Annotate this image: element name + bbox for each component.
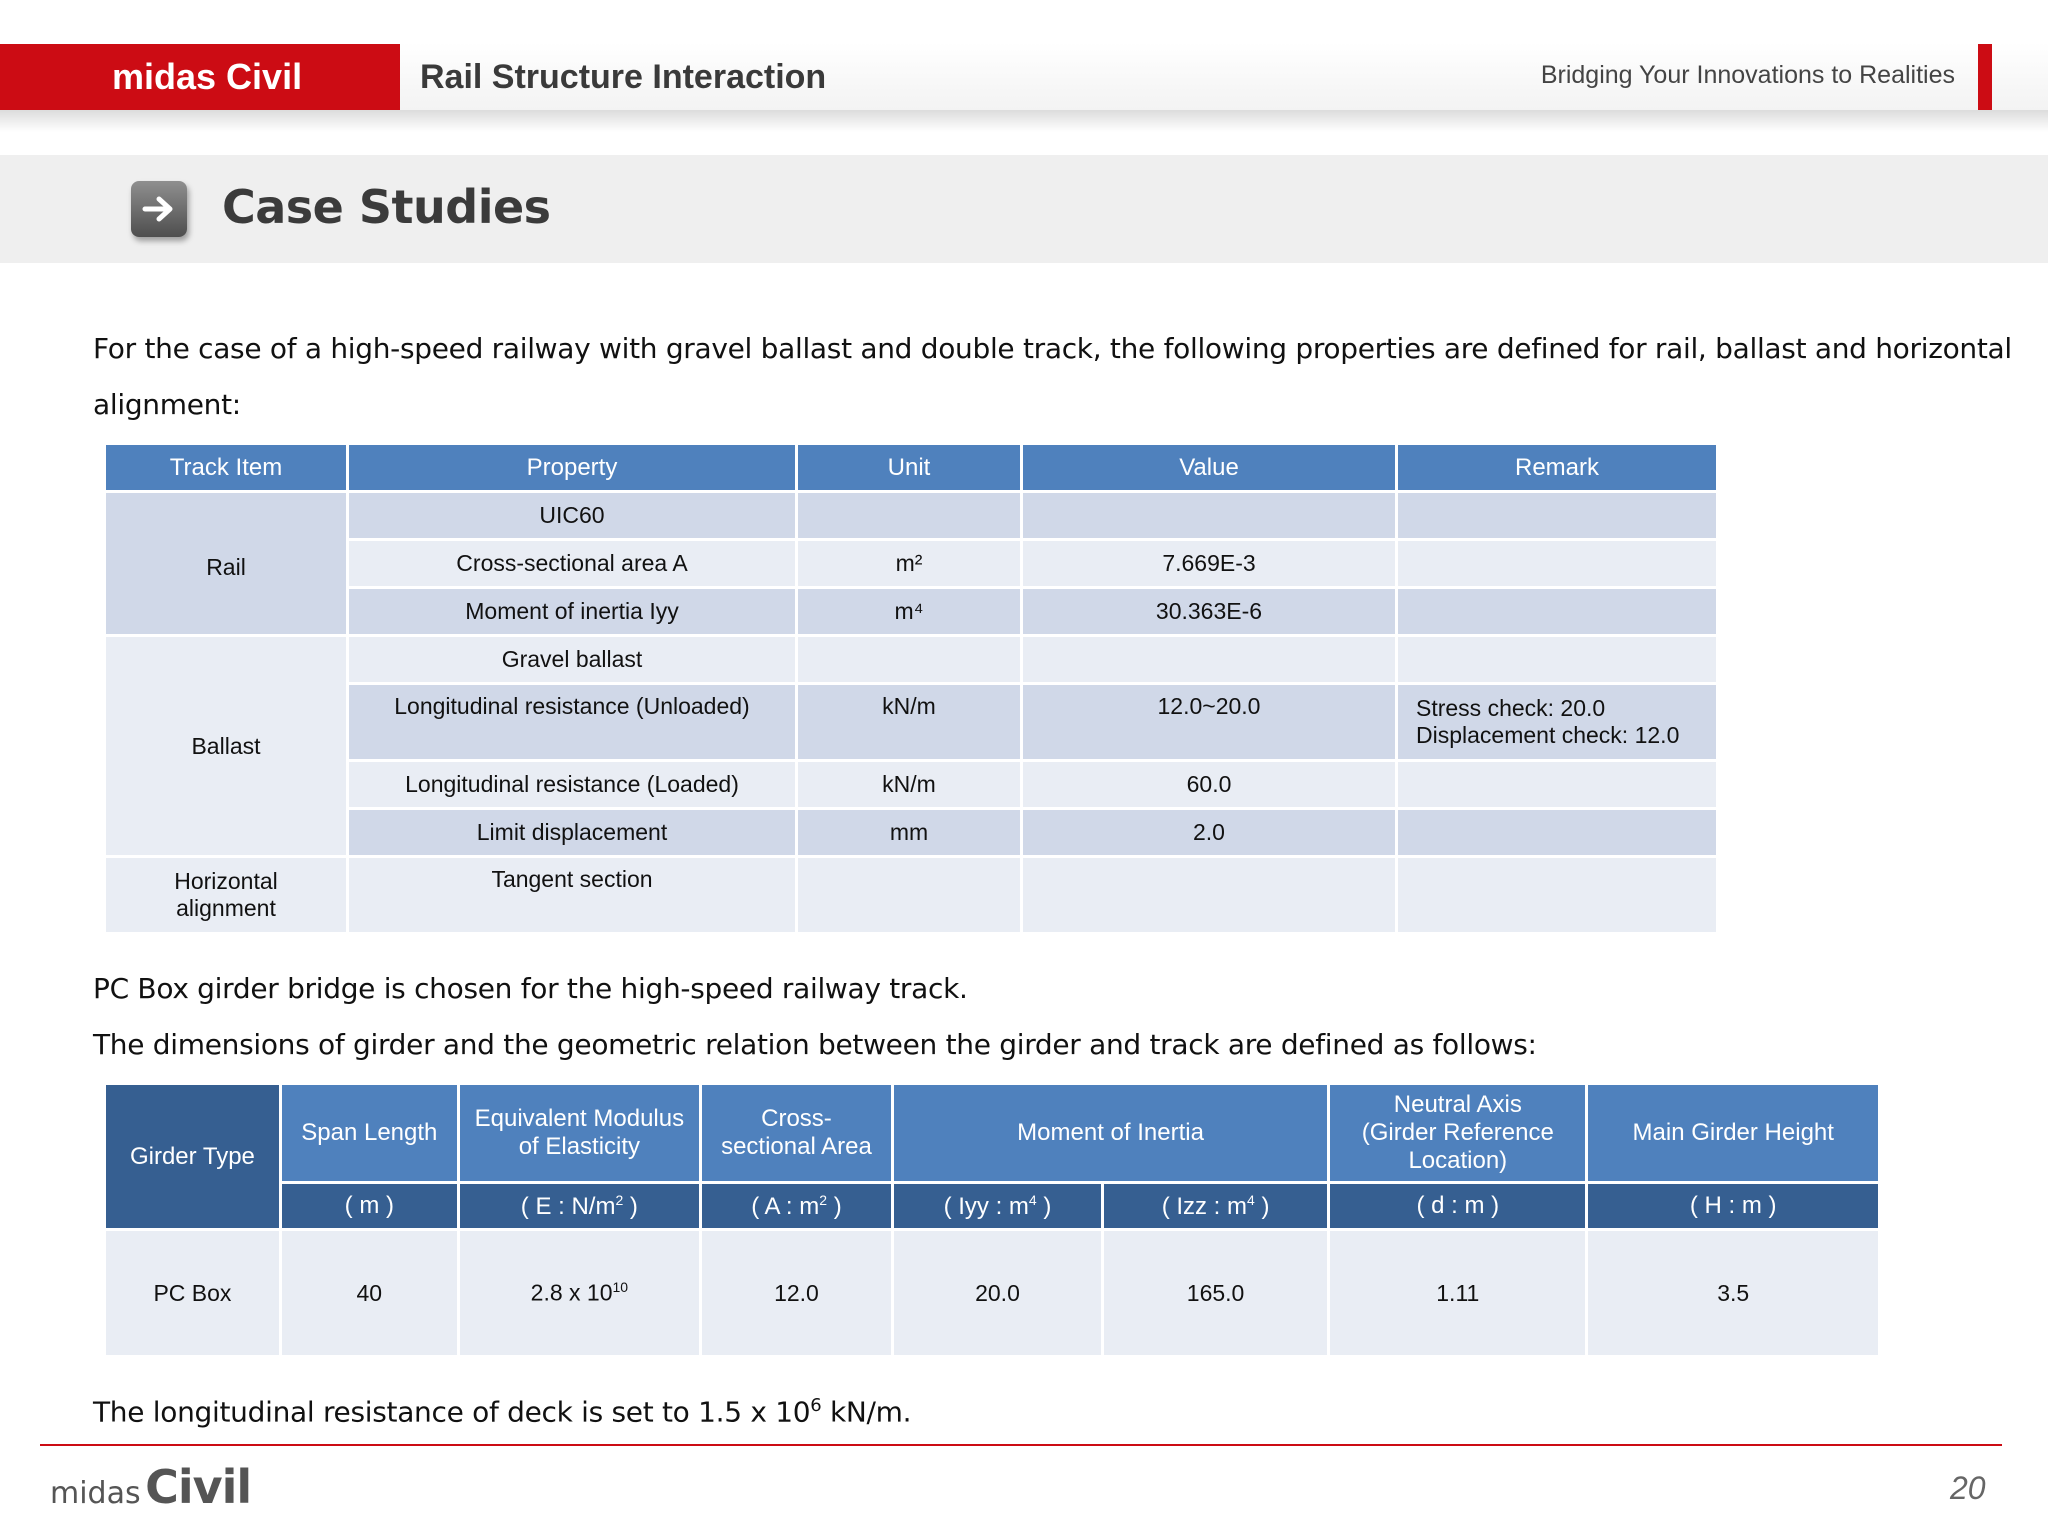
table-row <box>106 810 1716 855</box>
table-row <box>106 1231 1878 1355</box>
area-header <box>702 1085 891 1181</box>
girder-header-row <box>106 1085 1878 1181</box>
header-line: Location) <box>1408 1147 1508 1174</box>
remark-cell <box>1398 685 1716 759</box>
remark-cell <box>1398 493 1716 538</box>
unit-height: ( H : m ) <box>1588 1184 1878 1228</box>
unit-cell: kN/m <box>798 762 1020 807</box>
header-line: Cross- <box>761 1105 832 1132</box>
header-shadow <box>0 110 2048 132</box>
table-row <box>106 762 1716 807</box>
value-cell: 60.0 <box>1023 762 1395 807</box>
track-item-line: alignment <box>176 895 276 921</box>
section-title: Case Studies <box>222 180 551 234</box>
header-line: (Girder Reference <box>1361 1119 1554 1146</box>
tagline: Bridging Your Innovations to Realities <box>1540 61 1955 89</box>
column-header: Remark <box>1398 445 1716 490</box>
remark-cell <box>1398 762 1716 807</box>
neutral-cell: 1.11 <box>1330 1231 1585 1355</box>
unit-modulus: ( E : $N/m^2$ ) <box>460 1184 699 1228</box>
footer-text: The longitudinal resistance of deck is set to 1.5 x $10^6$ kN/m. <box>93 1395 912 1429</box>
track-properties-table <box>103 442 1719 935</box>
unit-izz: ( Izz : $m^4$ ) <box>1104 1184 1327 1228</box>
mid-line-2: The dimensions of girder and the geometric relation between the girder and track are defined as follows: <box>93 1028 1537 1061</box>
area-cell: 12.0 <box>702 1231 891 1355</box>
girder-type-header: Girder Type <box>106 1085 279 1228</box>
unit-area: ( A : $m^2$ ) <box>702 1184 891 1228</box>
span-cell: 40 <box>282 1231 457 1355</box>
girder-type-cell: PC Box <box>106 1231 279 1355</box>
table-row <box>106 637 1716 682</box>
remark-cell <box>1398 541 1716 586</box>
value-cell <box>1023 637 1395 682</box>
brand-logo: midas Civil <box>0 44 400 110</box>
unit-cell <box>798 858 1020 932</box>
property-cell: Moment of inertia Iyy <box>349 589 795 634</box>
unit-cell: m² <box>798 541 1020 586</box>
span-length-header: Span Length <box>282 1085 457 1181</box>
property-cell: Longitudinal resistance (Unloaded) <box>349 685 795 759</box>
unit-cell <box>798 637 1020 682</box>
value-cell <box>1023 493 1395 538</box>
column-header: Value <box>1023 445 1395 490</box>
girder-table <box>103 1082 1881 1358</box>
value-cell: 12.0~20.0 <box>1023 685 1395 759</box>
remark-line: Stress check: 20.0 <box>1416 695 1606 721</box>
property-cell: Longitudinal resistance (Loaded) <box>349 762 795 807</box>
table-row <box>106 589 1716 634</box>
unit-iyy: ( Iyy : $m^4$ ) <box>894 1184 1101 1228</box>
track-item-line: Horizontal <box>174 868 278 894</box>
value-cell <box>1023 858 1395 932</box>
value-cell: 2.0 <box>1023 810 1395 855</box>
girder-height-header: Main Girder Height <box>1588 1085 1878 1181</box>
unit-span: ( m ) <box>282 1184 457 1228</box>
track-item-rail: Rail <box>106 493 346 634</box>
logo-big: Civil <box>145 1460 252 1514</box>
track-item-ballast: Ballast <box>106 637 346 855</box>
property-cell: Limit displacement <box>349 810 795 855</box>
table-row <box>106 858 1716 932</box>
inertia-header: Moment of Inertia <box>894 1085 1327 1181</box>
unit-cell <box>798 493 1020 538</box>
unit-cell: m⁴ <box>798 589 1020 634</box>
modulus-cell: 2.8 x $10^{10}$ <box>460 1231 699 1355</box>
unit-cell: mm <box>798 810 1020 855</box>
girder-unit-row <box>106 1184 1878 1228</box>
header-line: Neutral Axis <box>1393 1091 1522 1118</box>
footer-divider <box>40 1444 2002 1446</box>
header-accent-bar <box>1978 44 1992 110</box>
column-header: Property <box>349 445 795 490</box>
table-row <box>106 685 1716 759</box>
table-header-row <box>106 445 1716 490</box>
value-cell: 7.669E-3 <box>1023 541 1395 586</box>
value-cell: 30.363E-6 <box>1023 589 1395 634</box>
remark-cell <box>1398 589 1716 634</box>
property-cell: Cross-sectional area A <box>349 541 795 586</box>
remark-line: Displacement check: 12.0 <box>1416 722 1680 748</box>
remark-cell <box>1398 637 1716 682</box>
track-item-alignment <box>106 858 346 932</box>
logo-small: midas <box>50 1476 141 1511</box>
header-line: Equivalent Modulus <box>474 1105 685 1132</box>
iyy-cell: 20.0 <box>894 1231 1101 1355</box>
property-cell: Gravel ballast <box>349 637 795 682</box>
mid-line-1: PC Box girder bridge is chosen for the high-speed railway track. <box>93 972 968 1005</box>
header-line: of Elasticity <box>518 1133 641 1160</box>
neutral-axis-header <box>1330 1085 1585 1181</box>
arrow-right-icon <box>131 181 187 237</box>
property-cell: UIC60 <box>349 493 795 538</box>
page-number: 20 <box>1950 1470 1986 1506</box>
intro-line-1: For the case of a high-speed railway with gravel ballast and double track, the following properties are defined for rail, ballast and horizontal <box>93 332 2012 365</box>
property-cell: Tangent section <box>349 858 795 932</box>
intro-line-2: alignment: <box>93 388 241 421</box>
modulus-header <box>460 1085 699 1181</box>
footer-logo <box>50 1460 251 1514</box>
izz-cell: 165.0 <box>1104 1231 1327 1355</box>
remark-cell <box>1398 858 1716 932</box>
height-cell: 3.5 <box>1588 1231 1878 1355</box>
remark-cell <box>1398 810 1716 855</box>
table-row <box>106 541 1716 586</box>
header-line: sectional Area <box>721 1133 872 1160</box>
unit-neutral: ( d : m ) <box>1330 1184 1585 1228</box>
column-header: Unit <box>798 445 1020 490</box>
column-header: Track Item <box>106 445 346 490</box>
unit-cell: kN/m <box>798 685 1020 759</box>
presentation-title: Rail Structure Interaction <box>420 58 827 96</box>
table-row <box>106 493 1716 538</box>
